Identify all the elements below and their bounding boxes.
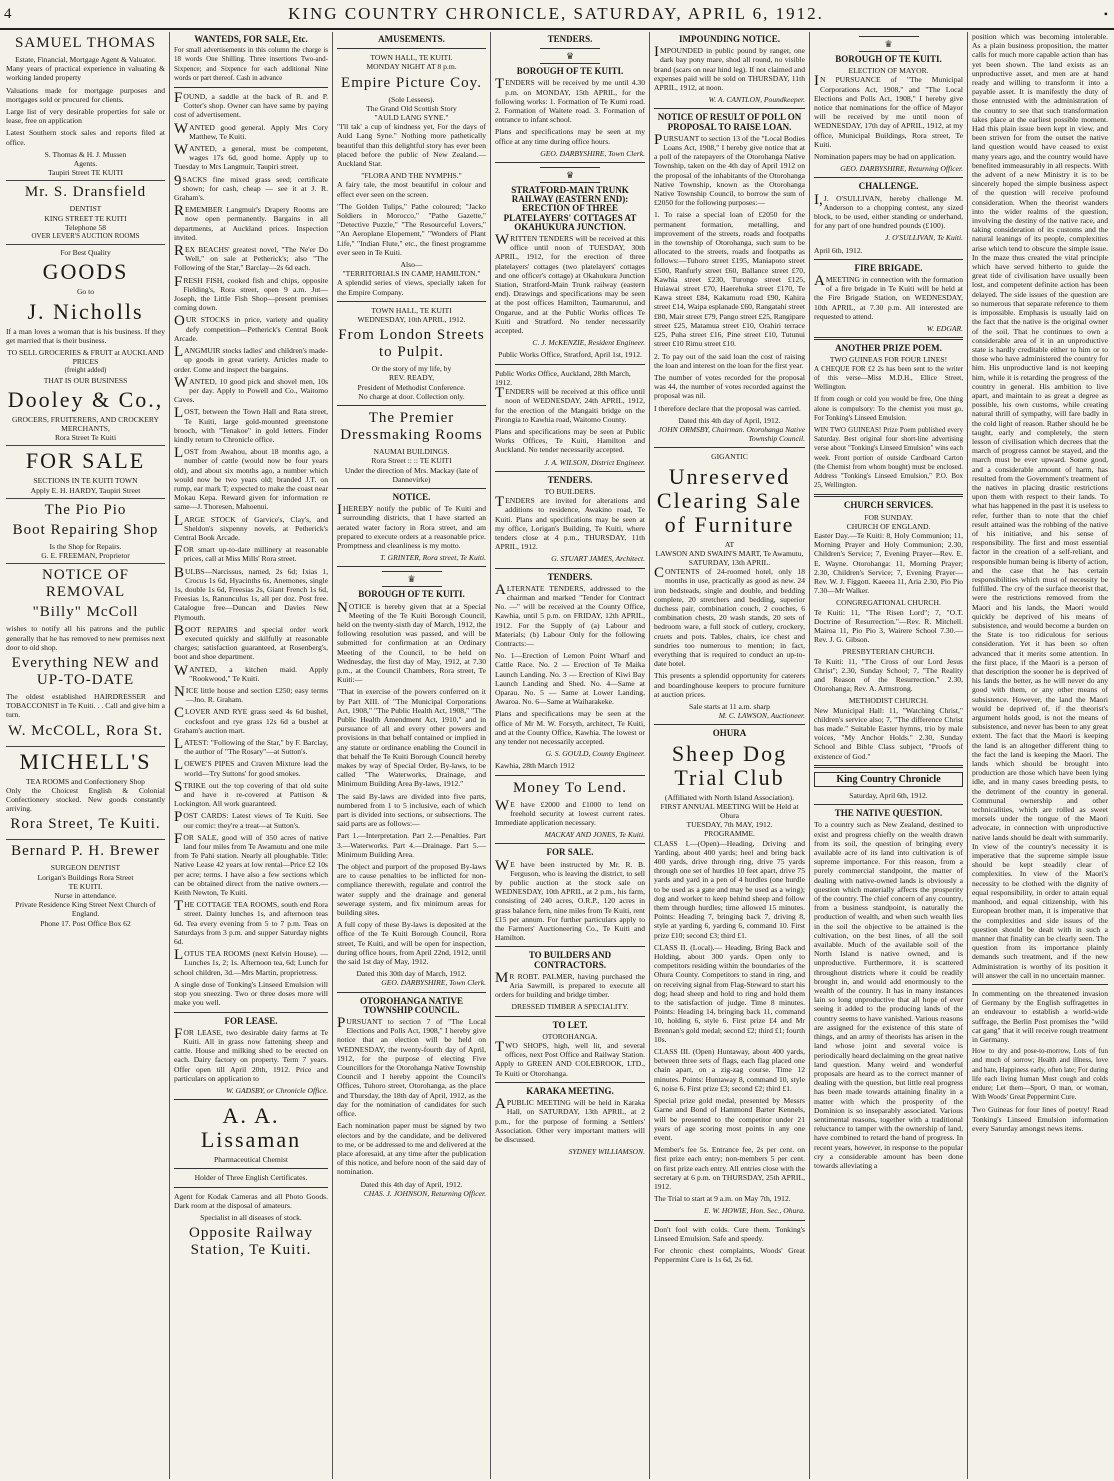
- ad-town: TE KUITI.: [68, 881, 103, 891]
- divider: [174, 1187, 328, 1188]
- ad-subtitle: Boot Repairing Shop: [12, 521, 159, 538]
- sale-text: WE have been instructed by Mr. R. B. Ferguson, who is leaving the district, to sell by public auction at the stock sale on WEDNESDAY, 10th APRIL, at 2 p.m., his farm, consisting of 240 acres, O.R.P., 120 acres in grass balance fern, nine miles from Te Kuiti, rent £15 per annum. For further particulars apply to the Farmers' Auctioneering Co., Te Kuiti and Hamilton.: [495, 857, 645, 943]
- ad-headline: NOTICE OF REMOVAL: [42, 567, 129, 601]
- otorohanga-heading: OTOROHANGA NATIVE TOWNSHIP COUNCIL.: [360, 995, 463, 1015]
- ad-text: (freight added): [64, 366, 107, 375]
- venue-title: TOWN HALL, TE KUITI.: [370, 53, 453, 63]
- trial-class: CLASS II. (Local).— Heading, Bring Back and Holding, about 300 yards. Open only to competitors residing within the boundaries of the Ohura County. Competitors to stand in ring, and on receiving signal from Flag-Steward to start his dog; head sheep and hold to ring and hold them to the satisfaction of judge. Time 8 minutes. Points: Heading 14, bringing back 11, command 10, holding 6, style 6. First prize £4 and Mr Brennan's gold medal; second £2; third £1; fourth 10s.: [654, 942, 805, 1044]
- ad-text: Is the Shop for Repairs.: [49, 541, 122, 551]
- divider: [495, 568, 645, 569]
- column-5: [650, 32, 810, 1479]
- divider: [654, 108, 805, 109]
- editorial-heading: THE NATIVE QUESTION.: [834, 808, 943, 819]
- ad-address: Lorigan's Buildings Rora Street: [37, 872, 134, 882]
- ad-text: Nurse in attendance.: [54, 890, 117, 900]
- masthead-right: •: [1103, 6, 1108, 21]
- church-name: CONGREGATIONAL CHURCH.: [836, 598, 941, 608]
- classified-intro: For small advertisements in this column the charge is 18 words One Shilling. Three insertions Two-and-Sixpence; and Sixpence for each additional Nine words or part thereof. Cash in advance: [174, 46, 328, 82]
- divider: [337, 48, 486, 49]
- classified-ad: WANTED, 10 good pick and shovel men, 10s per day. Apply to Powell and Co., Waitomo Caves.: [174, 374, 328, 405]
- nicholls-ad: [6, 248, 165, 446]
- sale-at: AT: [724, 539, 735, 549]
- ad-subtitle: GROCERS, FRUITERERS, AND CROCKERY MERCHANTS,: [11, 414, 160, 434]
- divider: [654, 447, 805, 448]
- company-name: Empire Picture Coy.: [341, 74, 482, 91]
- trial-place: OHURA: [712, 728, 747, 739]
- impound-heading: IMPOUNDING NOTICE.: [678, 34, 780, 44]
- trial-text: Special prize gold medal, presented by Messrs Garne and Bond of Hammond Barter Kennels, will be presented to the competitor under 21 years of age scoring most points in any one event.: [654, 1096, 805, 1142]
- lease-signature: W. GADSBY, or Chronicle Office.: [226, 1085, 328, 1095]
- lecture-title: From London Streets to Pulpit.: [338, 327, 485, 361]
- lecture-text: No charge at door. Collection only.: [358, 391, 465, 401]
- church-text: Te Kuiti: 11, "The Cross of our Lord Jesus Christ"; 2.30, Sunday School; 7, "The Reality and Reason of the Resurrection." 2.30, Otorohanga; Rev. A. Armstrong.: [814, 656, 963, 694]
- ad-phone: Phone 17. Post Office Box 62: [40, 918, 131, 928]
- feature-title: "TERRITORIALS IN CAMP, HAMILTON.": [342, 269, 481, 279]
- sale-start: Sale starts at 11 a.m. sharp: [689, 701, 770, 711]
- ad-agents-label: Agents.: [73, 159, 98, 169]
- classified-ad: A single dose of Tonking's Linseed Emulsion will stop you sneezing. Two or three doses more will make you well.: [174, 979, 328, 1008]
- impound-signature: W. A. CANTLON, Poundkeeper.: [708, 95, 805, 105]
- sale-heading: FOR SALE.: [546, 847, 594, 858]
- ad-role: SURGEON DENTIST: [50, 863, 121, 873]
- brewer-ad: [6, 843, 165, 927]
- divider: [654, 1220, 805, 1221]
- classified-ad: REMEMBER Langmuir's Drapery Rooms are now open permanently. Bargains in all departments, at Auckland prices. Inspection invited.: [174, 203, 328, 242]
- trial-title: Sheep Dog Trial Club: [671, 740, 788, 790]
- ad-phone: Telephone 58: [64, 222, 106, 232]
- column-6: [810, 32, 968, 1479]
- poem-sub: TWO GUINEAS FOR FOUR LINES!: [829, 355, 948, 365]
- venue-title: TOWN HALL, TE KUITI: [371, 305, 452, 315]
- poll-text: 2. To pay out of the said loan the cost of raising the loan and interest on the loan for the first year.: [654, 351, 805, 370]
- classified-ad: FRESH FISH, cooked fish and chips, opposite Fielding's, Rora street, open 9 a.m. Jut—Joseph, the Little Fish Shop—present premises coming down.: [174, 273, 328, 313]
- columns: [2, 32, 1112, 1479]
- tender-text: WRITTEN TENDERS will be received at this office until noon of TUESDAY, 30th APRIL, 1912, for the erection of three platelayers' cottages (two platelayers' cottages and one officer's cottage) at Okahukura Junction Station, Stratford-Main Trunk railway (eastern end). Drawings and specifications may be seen at the post offices Hamilton, Taumarunui, and Ongarue, and at the Public Works offices Te Kuiti and Stratford. No tender necessarily accepted.: [495, 232, 645, 336]
- borough-text: "That in exercise of the powers conferred on it by Part XIII. of "The Municipal Corporations Act, 1908," "The Public Health Act, 1908," "The Public Health Amendment Act, 1910," and in pursuance of all and every other powers and provisions in that behalf contained or implied in any statute or ordinance enabling the Council in that behalf the Te Kuiti Borough Council hereby makes by way of Special Order, By-laws, to be called "The Waterworks, Drainage, and Minimum Building Area By-laws, 1912.": [337, 687, 486, 789]
- meeting-signature: SYDNEY WILLIAMSON.: [568, 1147, 645, 1157]
- dressmaking-text: Under the direction of Mrs. Mackay (late of Dannevirke): [344, 465, 479, 484]
- classified-ad: OUR STOCKS in price, variety and quality defy competition—Petherick's Central Book Arcade.: [174, 313, 328, 343]
- tender-heading: STRATFORD-MAIN TRUNK RAILWAY (EASTERN END): ERECTION OF THREE PLATELAYERS' COTTAGES AT OKAHUKURA JUNCTION.: [503, 185, 637, 232]
- builders-text: MR ROBT. PALMER, having purchased the Aria Sawmill, is prepared to execute all orders for building and bridge timber.: [495, 969, 645, 1000]
- editorial-text: To a country such as New Zealand, destined to exist and progress chiefly on the wealth drawn from its soil, the question of bringing every available acre of its land into cultivation is of supreme importance. For this reason, from a purely commercial standpoint, the matter of dealing with native-owned lands is obviously a question which materially affects the prosperity of the country. The chief concern of any country, from a business standpoint, is naturally the production of wealth, and when such wealth lies in the soil the objective to be attained is the cultivation, on the best lines, of all the soil available. Much of the available soil of the North Island is native owned, and is unproductive. Furthermore, it is scattered throughout districts where it could be readily brought in, and would add enormously to the wealth of the country. It has in many instances lain so long unproductive that all hope of ever seeing it added to the producing lands of the country seems to have vanished. Various reasons are assigned for the existence of this state of things, and an army of theorists has arisen in the land whose joint and several voice is periodically heard declaiming on the great native land question. Many weird and wonderful proposals are heard as to the correct manner of dealing with the question, but little real progress has been made towards attaining finality in a matter with which the prosperity of the Dominion is so inseparably associated. Various sentimental reasons, together with a traditional reluctance to tamper with the ownership of land, have combined to retard the hand of progress. In recent years, however, in response to the popular cry a considerable amount has been done towards alleviating a: [814, 820, 963, 1170]
- notice-heading: NOTICE.: [392, 491, 431, 502]
- ad-name: Bernard P. H. Brewer: [11, 843, 160, 860]
- feature-also: Also—: [400, 260, 423, 270]
- dressmaking-text: NAUMAI BUILDINGS.: [373, 447, 450, 457]
- trial-class: CLASS III. (Open) Huntaway, about 400 yards, between three sets of flags, each flag placed one chain apart, on a zig-zag course. Time 12 minutes. Points: Huntaway 8, command 10, style 6, noise 6. First prize £3; second £2; third £1.: [654, 1047, 805, 1093]
- dransfield-ad: [6, 184, 165, 245]
- divider: [174, 1099, 328, 1100]
- divider: [814, 765, 963, 768]
- fire-text: AMEETING in connection with the formation of a fire brigade in Te Kuiti will be held at the Fire Brigade Station, on WEDNESDAY, 10th APRIL, at 7.30 p.m. All interested are requested to attend.: [814, 273, 963, 321]
- church-heading: CHURCH SERVICES.: [843, 500, 934, 511]
- borough-heading: BOROUGH OF TE KUITI.: [516, 66, 624, 77]
- classified-ad: BOOT REPAIRS and special order work executed quickly and skilfully at reasonable charges; satisfaction guaranteed, at Rosenberg's, boot and shoe department.: [174, 622, 328, 662]
- church-name: PRESBYTERIAN CHURCH.: [842, 647, 935, 657]
- divider: [337, 488, 486, 489]
- divider: [814, 337, 963, 340]
- sale-date: SATURDAY, 13th APRIL.: [688, 557, 771, 567]
- ad-headline: Everything NEW and UP-TO-DATE: [11, 654, 160, 688]
- news-item: Two Guineas for four lines of poetry! Read Tonking's Linseed Emulsion information every Saturday amongst news items.: [972, 1105, 1108, 1133]
- borough-text: The object and purport of the proposed By-laws are to cause penalties to be inflicted for non-compliance therewith, regulate and control the water supply and the drainage and general sewerage system, and fix minimum areas for building sites.: [337, 862, 486, 918]
- divider: [972, 984, 1108, 985]
- ad-text: Many years of practical experience in valuating & working landed property: [6, 64, 165, 83]
- tender-text: TENDERS will be received by me until 4.30 p.m. on MONDAY, 15th APRIL, for the following works: 1. Formation of Te Kumi road. 2. Formation of Waitete road. 3. Formation of entrance to infant school.: [495, 76, 645, 125]
- challenge-date: April 6th, 1912.: [814, 245, 863, 255]
- page-number: 4: [4, 5, 12, 22]
- ad-text: Go to: [76, 287, 95, 297]
- ad-name: "Billy" McColl: [32, 604, 139, 621]
- fire-heading: FIRE BRIGADE.: [854, 262, 923, 273]
- trial-signature: E. W. HOWIE, Hon. Sec., Ohura.: [704, 1206, 805, 1216]
- classified-ad: THE COTTAGE TEA ROOMS, south end Rora street. Dainty lunches 1s, and afternoon teas 6d. Tea every evening from 5 to 7 p.m. Teas on Saturdays from 3 p.m. and supper Saturday nights 6d.: [174, 898, 328, 947]
- otorohanga-text: Each nomination paper must be signed by two electors and by the candidate, and be delivered to me, or be addressed to me and delivered at the place aforesaid, at any time after the publication of this notice, and before noon of the said day of nomination.: [337, 1121, 486, 1177]
- trial-sub: (Affiliated with North Island Association).: [664, 792, 795, 802]
- ad-name: SAMUEL THOMAS: [15, 35, 156, 51]
- divider: [337, 992, 486, 993]
- feature-text: "I'll tak' a cup of kindness yet, For the days of Auld Lang Syne." Nothing more pathetically beautiful than this delightful story has ever been placed before the public of New Zealand.—Auckland Star.: [337, 122, 486, 169]
- dressmaking-text: Rora Street :: :: TE KUITI: [371, 456, 452, 466]
- divider: [495, 946, 645, 947]
- ad-text: The oldest established HAIRDRESSER and TOBACCONIST in Te Kuiti. . . Call and give him a turn.: [6, 691, 165, 720]
- poem-heading: ANOTHER PRIZE POEM.: [835, 343, 942, 354]
- divider: [495, 1082, 645, 1083]
- ad-address: Taupiri Street TE KUITI: [47, 168, 124, 178]
- feature-intro: The Grand Old Scottish Story: [366, 103, 457, 113]
- feature-text: A splendid series of views, specially taken for the Empire Company.: [337, 278, 486, 297]
- samuel-thomas-ad: [6, 35, 165, 181]
- crest-icon: ♛: [859, 36, 919, 52]
- borough-text: The said By-laws are divided into five parts, numbered from 1 to 5 inclusive, each of which part is divided into sections, or subsections. The said parts are as follows:—: [337, 791, 486, 829]
- trial-class: CLASS I.—(Open)—Heading, Driving and Yarding, about 400 yards; heel and bring back 400 yards, drive through ring, drive 75 yards through one set of hurdles 10 feet apart, drive 75 yards and yard in a pen of 4 hurdles (one hurdle to be used as a gate and may be used as a wing); dog and worker to keep behind sheep and follow them through hurdles; time allowed 15 minutes. Points: Heading 7, bringing back 7, driving 8, style at yarding 6, yarding 6, command 10. First prize £10; second £3; third £1.: [654, 838, 805, 940]
- feature-text: A fairy tale, the most beautiful in colour and effect ever seen on the screen.: [337, 180, 486, 199]
- ad-address: KING STREET TE KUITI: [44, 213, 127, 223]
- tender-signature: G. S. GOULD, County Engineer.: [545, 749, 645, 759]
- classified-ad: LOTUS TEA ROOMS (next Kelvin House). —Lunches 1s, 2; 1s. Afternoon tea, 6d; Lunch for school children, 3d.—Mrs Martin, proprietress.: [174, 947, 328, 977]
- election-signature: GEO. DARBYSHIRE, Returning Officer.: [840, 164, 963, 174]
- ad-text: G. E. FREEMAN, Proprietor: [41, 551, 130, 561]
- borough-signature: GEO. DARBYSHIRE, Town Clerk.: [381, 978, 486, 988]
- money-text: WE have £2000 and £1000 to lend on freehold security at lowest current rates. Immediate application necessary.: [495, 797, 645, 828]
- tender-date: Kawhia, 28th March 1912: [495, 761, 575, 771]
- let-town: OTOROHANGA.: [542, 1031, 598, 1041]
- ad-subtitle: TEA ROOMS and Confectionery Shop: [26, 776, 145, 786]
- divider: [495, 162, 645, 163]
- masthead-title: KING COUNTRY CHRONICLE, SATURDAY, APRIL 6, 1912.: [288, 4, 824, 23]
- classified-ad: POST CARDS: Latest views of Te Kuiti. See our comic: they're a treat—at Sutton's.: [174, 809, 328, 830]
- lissaman-name: A. A. Lissaman: [200, 1103, 302, 1153]
- poll-text: The number of votes recorded for the proposal was 44, the number of votes recorded against the proposal was nil.: [654, 372, 805, 401]
- lease-text: FOR LEASE, two desirable dairy farms at Te Kuiti. All in grass now fattening sheep and cattle. House and milking shed to be erected on each. Dairy factory on property. Term 7 years. Offer open till April 20th, 1912. Price and particulars on application to: [174, 1025, 328, 1083]
- ad-subtitle: Estate, Financial, Mortgage Agent & Valuator.: [15, 55, 156, 64]
- builders-note: DRESSED TIMBER A SPECIALITY.: [511, 1002, 629, 1012]
- michells-ad: [6, 750, 165, 841]
- lease-heading: FOR LEASE.: [224, 1015, 278, 1026]
- borough-text: NOTICE is hereby given that at a Special Meeting of the Te Kuiti Borough Council, held on the twenty-sixth day of March, 1912, the following resolution was passed, and will be submitted for confirmation at an Ordinary Meeting of the Council, to be held on Wednesday, the first day of May, 1912, at 7.30 p.m., at the Council Chambers, Rora street, Te Kuiti:—: [337, 599, 486, 685]
- divider: [174, 1168, 328, 1169]
- trial-text: Member's fee 5s. Entrance fee, 2s per cent. on first prize each entry; non-members 5 per cent. on first prize each entry. All entries close with the secretary at 6 p.m. on THURSDAY, 25th APRIL, 1912.: [654, 1145, 805, 1191]
- church-sub: FOR SUNDAY.: [864, 512, 913, 522]
- filler-ad: For chronic chest complaints, Woods' Great Peppermint Cure is 1s 6d, 2s 6d.: [654, 1245, 805, 1265]
- ad-text: Apply E. H. HARDY, Taupiri Street: [30, 485, 141, 495]
- section-heading: TENDERS.: [547, 34, 593, 44]
- borough-heading: BOROUGH OF TE KUITI.: [835, 54, 942, 64]
- divider: [814, 804, 963, 805]
- let-text: TWO SHOPS, high, well lit, and several offices, next Post Office and Railway Station. Apply to GREEN AND COLEBROOK, LTD., Te Kuiti or Otorohanga.: [495, 1039, 645, 1078]
- classified-ad: REX BEACHS' greatest novel, "The Ne'er Do Well," on sale at Petherick's; also "The Following of the Star," Barclay—2s 6d each.: [174, 243, 328, 273]
- money-title: Money To Lend.: [513, 779, 627, 796]
- filler-ad: Don't fool with colds. Cure them. Tonking's Linseed Emulsion. Safe and speedy.: [654, 1224, 805, 1243]
- feature-title: "AULD LANG SYNE.": [374, 113, 449, 123]
- divider: [337, 405, 486, 406]
- poll-text: 1. To raise a special loan of £2050 for the permanent formation, metalling, and improvement of the streets, roads and footpaths in the township of Otorohanga, such sum to be allocated to the streets, roads and footpaths as follows:—Tuhoro street £195, Maniapoto street £500, Ranfurly street £60, Ballance street £70, Kawhia street £230, Turongo street £125, Huiawai street £70, Haerehuka street £170, Te Kawa street £84, Kakamutu road £90, Kahira street £14, Waipa esplanade £60, Rangatahi street £80, Mair street £79, Pango street £25, Rangipare street £25, Matamua street £10, Orahiri terrace £25, Puha street £16, Pine street £10, Tutunui street £10 Rimu street £10.: [654, 210, 805, 349]
- tender-heading: TENDERS.: [547, 571, 593, 582]
- piopio-ad: [6, 502, 165, 564]
- trial-meeting: FIRST ANNUAL MEETING Will be Held at Ohura: [660, 801, 799, 820]
- builders-heading: TO BUILDERS AND CONTRACTORS.: [528, 950, 612, 970]
- column-7: [968, 32, 1112, 1479]
- classified-ad: WANTED good general. Apply Mrs Cory Matthew, Te Kuiti.: [174, 120, 328, 141]
- classified-ad: NICE little house and section £250; easy terms—Jno. R. Graham.: [174, 684, 328, 705]
- divider: [337, 566, 486, 567]
- classified-ad: BULBS—Narcissus, named, 2s 6d; Ixias 1, Crocus 1s 6d, Hyacinths 6s, Anemones, single 1s, double 1s 6d, Freesias 2s, Giant French 1s 6d, Freesias 1s, Ranunculus 1s, all per doz. Post free. Catalogue free—Duncan and Davies New Plymouth.: [174, 564, 328, 622]
- classified-ad: LOST, between the Town Hall and Rata street, Te Kuiti, large gold-mounted greenstone brooch, with "Tenakoe" in gold letters. Finder kindly return to Chronicle office.: [174, 405, 328, 444]
- poem-text: A CHEQUE FOR £2 2s has been sent to the writer of this verse—Miss M.D.H., Ellice Street, Wellington.: [814, 364, 963, 392]
- sale-signature: M. C. LAWSON, Auctioneer.: [718, 711, 805, 721]
- venue-date: MONDAY NIGHT AT 8 p.m.: [366, 62, 457, 72]
- classified-ad: 9SACKS fine mixed grass seed; certificate shown; for cash, cheap — see it at J. R. Graham's.: [174, 172, 328, 203]
- divider: [495, 1016, 645, 1017]
- lissaman-text: Agent for Kodak Cameras and all Photo Goods. Dark room at the disposal of amateurs.: [174, 1191, 328, 1210]
- classified-ad: LOEWE'S PIPES and Craven Mixture lead the world—Try Suttons' for good smokes.: [174, 757, 328, 778]
- money-signature: MACKAY AND JONES, Te Kuiti.: [544, 830, 645, 840]
- impound-text: IMPOUNDED in public pound by ranger, one dark bay pony mare, shod all round, no visible brand (scars on near hind leg). If not claimed and expenses paid will be sold on THURSDAY, 11th APRIL, 1912, at noon.: [654, 44, 805, 93]
- poll-signature: JOHN ORMSBY, Chairman. Otorohanga Native Township Council.: [658, 424, 805, 444]
- otorohanga-date: Dated this 4th day of April, 1912.: [360, 1179, 463, 1189]
- classified-ad: STRIKE out the top covering of that old suite and have it re-covered at Pattison & Lockington. All work guaranteed.: [174, 778, 328, 809]
- sale-title: Unreserved Clearing Sale of Furniture: [656, 463, 803, 537]
- masthead: [0, 0, 1114, 30]
- classified-ad: WANTED, a kitchen maid. Apply "Rookwood," Te Kuiti.: [174, 662, 328, 683]
- news-verse: How to dry and pose-to-morrow, Lots of fun and much of sorrow; Health and illness, love and hate, Happiness early, often late; For during life each living human Must cough and colds endure; Let them—Sport, O man, or woman, With Woods' Great Peppermint Cure.: [972, 1047, 1108, 1102]
- lecture-text: Or the story of my life, by: [371, 364, 452, 374]
- lissaman-role: Pharmaceutical Chemist: [213, 1155, 289, 1165]
- election-text: Nomination papers may be had on application.: [814, 152, 956, 162]
- tender-heading: TENDERS.: [547, 474, 593, 485]
- removal-ad: [6, 567, 165, 746]
- challenge-signature: J. O'SULLIVAN, Te Kuiti.: [885, 233, 963, 243]
- classified-ad: CLOVER AND RYE grass seed 4s 6d bushel, cocksfoot and rye grass 12s 6d a bushel at Graham's auction mart.: [174, 705, 328, 735]
- church-text: New Municipal Hall: 11, "Watching Christ," children's service also; 7, "The difference Christ has made." Suitable Easter hymns, trio by male voices, "My Anchor Holds." 2.30, Sunday School and Bible Class subject, "Proofs of existence of God.": [814, 705, 963, 761]
- divider: [174, 1012, 328, 1013]
- venue-date: WEDNESDAY, 10th APRIL, 1912.: [357, 315, 466, 325]
- for-sale-ad: [6, 449, 165, 498]
- church-text: Easter Day.—Te Kuiti: 8, Holy Communion; 11, Morning Prayer and Holy Communion; 2.30, Children's Service; 7, Evening Prayer—Rev. E. E. Wayne. Otorohanga: 11, Morning Prayer; 2.30, Children's Service; 7, Evening Prayer—Rev. W. J. Figgott. Kaeeea 11, Aria 2.30, Pio Pio 7.30—Mr Walker.: [814, 530, 963, 596]
- ad-name: Dooley & Co.,: [7, 386, 164, 412]
- trial-date: TUESDAY, 7th MAY, 1912.: [686, 820, 773, 830]
- ad-role: DENTIST: [69, 204, 102, 214]
- editorial-date: Saturday, April 6th, 1912.: [849, 791, 928, 801]
- tender-text: ALTERNATE TENDERS, addressed to the chairman and marked "Tender for Contract No. —" will be received at the County Office, Kawhia, until 5 p.m. on FRIDAY, 12th APRIL, 1912. For the Supply of (a) Labour and Materials; (b) Labour Only for the following Contracts:—: [495, 581, 645, 648]
- tender-signature: C. J. McKENZIE, Resident Engineer.: [532, 338, 645, 348]
- tender-signature: J. A. WILSON, District Engineer.: [544, 457, 645, 467]
- crest-icon: ♛: [540, 167, 600, 183]
- classified-ad: FOUND, a saddle at the back of R. and P. Cotter's shop. Owner can have same by paying cost of advertisement.: [174, 90, 328, 120]
- classified-ad: LATEST: "Following of the Star," by F. Barclay, the author of "The Rosary"—at Sutton's.: [174, 736, 328, 757]
- feature-title: "FLORA AND THE NYMPHS.": [361, 171, 462, 181]
- column-2: [170, 32, 333, 1479]
- tender-office: Public Works Office, Stratford, April 1st, 1912.: [498, 350, 642, 360]
- ad-note: OVER LEVER'S AUCTION ROOMS: [31, 232, 140, 241]
- ad-text: THAT IS OUR BUSINESS: [43, 375, 128, 385]
- editorial-text: position which was becoming intolerable. As a plain business proposition, the matter calls for much more capable action than has yet been shown. The land exists as an unproductive asset, and men are at hand ready and willing to transform it into a payable asset. It is manifestly the duty of those entrusted with the administration of the country to see that such transformation takes place at the earliest possible moment. Had this plain issue been kept in view, and been striven for from the outset the native land question would have ceased to exist many years ago, and the country would have benefited immeasurably in all respects. With the advent of a new Ministry it is to be sincerely hoped the simple business aspect of the question will receive profound consideration. When the theorist wanders into the wider realms of the question, involving the destiny of the native race, and taking consideration of its customs and the natural leanings of its people, complexities arise which tend to obscure the simple issue. In the maze thus created the vital principle which have served hitherto to guide the great tide of civilisation have usually been lost, and competent definite action has been delayed. The side issues of the question are so numerous that separate reference to them is impossible. Emphasis is usually laid on the fact that the native is the original owner of the soil. That he continues to own a considerable area of it in an unproductive state is hardly creditable either to him or to those who have administered the country for him. His unproductive land is not keeping him, while it is retarding the progress of the country in general. His ambition to live apart, and maintain to as great a degree as possible, his own customs, while creating natural thrill of sympathy, will fare badly in the cold light of reason. Rather should he be taught, early and completely, the stern lesson of civilisation which decrees that the march of progress cannot be stayed, and the march must be ever upward. Some good, and a considerable amount of harm, has resulted from the Government's treatment of the natives in placing drastic restrictions upon them with respect to their lands. To what has happened in the past it is useless to refer, further than to note that the chief result attained was the robbing of the native of his initiative, and his sense of responsibility. The first and most essential factor in the creation of a self-reliant, and responsible human being is liberty of action, and the case that he has certain responsibilities which must of necessity be fulfilled. The cry of the surface theorist that, were the restrictions removed from the Maori and his lands, the Maori would quickly be deprived of his means of subsistence, and would become a burden on the State is too ridiculous for serious consideration. Yet it has been so often advanced that it merits some attention. In the first place, if the Maori is a person of that description the sooner he is deprived of his lands the better, as he will never do any good with them, or any other means of subsistence. However, the land the Maori would be deprived of, if the theorist's argument holds good, is not the means of subsistence, and never has been to any great extent. The fact that the Maori is keeping the land is an altogether different thing to the fact the land is keeping the Maori. The lands which should be brought into production are those which have been lying idle, and in many cases breeding pests, to the detriment of the country in general. Communal ownership and other technicalities, which are rolled as sweet morsels under the tongue of the Maori advocate, in connection with unproductive native lands should be dealt with summarily. In view of the country's necessity it is imperative that the supreme simple issue should be kept steadily clear of complexities. In view of the Maori's necessity to be clothed with the dignity of equal responsibility, in order to attain equal manhood, and equal citizenship, with his European brother man, it is imperative that the complexities and side issues of the question should be dealt with in such a manner that finality can be clearly seen. The question from its importance plainly demands such treatment, and if the new Administration is worthy of its position it will answer the call in no uncertain manner.: [972, 32, 1108, 980]
- poll-heading: NOTICE OF RESULT OF POLL ON PROPOSAL TO RAISE LOAN.: [657, 112, 802, 132]
- divider: [495, 843, 645, 844]
- ad-name: MICHELL'S: [19, 748, 152, 774]
- poll-text: PURSUANT to section 13 of the "Local Bodies Loans Act, 1908," I hereby give notice that at a poll of the ratepayers of the Otorohanga Native Township, taken on the 4th day of April 1912 on the proposal of the inhabitants of the Otorohanga Native Township, known as the Otorohanga Native Township Council, to borrow the sum of £2050 for the following purposes:—: [654, 131, 805, 208]
- classified-ad: LARGE STOCK of Garvice's, Clay's, and Sheldon's sixpenny novels, at Petherick's Central Book Arcade.: [174, 512, 328, 542]
- meeting-heading: KARAKA MEETING.: [526, 1085, 614, 1096]
- section-heading: AMUSEMENTS.: [378, 34, 445, 44]
- crest-icon: ♛: [382, 571, 442, 587]
- lissaman-text: Specialist in all diseases of stock.: [200, 1212, 302, 1222]
- church-name: METHODIST CHURCH.: [848, 696, 929, 706]
- ad-address: Rora Street Te Kuiti: [54, 433, 117, 443]
- ad-agents: S. Thomas & H. J. Mussen: [44, 149, 127, 159]
- ad-headline: FOR SALE: [25, 448, 146, 474]
- borough-heading: BOROUGH OF TE KUITI.: [358, 589, 465, 600]
- ad-text: Private Residence King Street Next Church of England.: [15, 900, 156, 919]
- let-heading: TO LET.: [552, 1019, 588, 1030]
- ad-headline: GOODS: [42, 259, 129, 285]
- column-1: [2, 32, 170, 1479]
- feature-text: "The Golden Tulips," Pathe coloured; "Jacko Soldiers in Morocco," "Pathe Gazette," "Detective Puzzle," "The Resourceful Lovers," "An Aeroplane Elopement," "Wonders of Plant Life," "Indian Flute," etc., the finest programme ever seen in Te Kuiti.: [337, 201, 486, 257]
- classified-ad: FOR SALE, good will of 350 acres of native land four miles from Te Awamutu and one mile from Te Pahi station. Nearly all ploughable. Title: Native Lease 42 years at low rental—Price £2 10s per acre; terms. I have also a few sections which can be obtained direct from the native owners.—Keith Newton, Te Kuiti.: [174, 830, 328, 898]
- divider: [174, 87, 328, 88]
- tender-list: No. 1—Erection of Lemon Point Wharf and Cattle Race. No. 2 — Erection of Te Maika Launch Landing. No. 3 — Erection of Kiwi Bay Launch Landing and Shed. No. 4—Same at Oparau. No. 5 — Same at Lower Landing, Awaroa. No. 6—Same at Waiharakeke.: [495, 651, 645, 707]
- poem-verse: If from cough or cold you would be free, One thing alone is compulsory: To the chemist you must go, For Tonking's Linseed Emulsion.: [814, 395, 963, 422]
- divider: [814, 259, 963, 260]
- poll-date: Dated this 4th day of April, 1912.: [678, 415, 781, 425]
- poem-text: WIN TWO GUINEAS! Prize Poem published every Saturday. Best original four short-line advertising verse about "Tonking's Linseed Emulsion" wins each week. Front portion of outside Cardboard Carton (the Chemist from whom bought) must be enclosed. Address "Tonking's Linseed Emulsion," P.O. Box 25, Wellington.: [814, 425, 963, 490]
- sale-kicker: GIGANTIC: [711, 452, 748, 462]
- tender-text: Plans and specifications may be seen at my office at any time during office hours.: [495, 127, 645, 146]
- lissaman-text: Holder of Three English Certificates.: [194, 1173, 308, 1183]
- crest-icon: ♛: [540, 48, 600, 64]
- notice-signature: T. GRINTER, Rora street, Te Kuiti.: [380, 553, 486, 563]
- ad-name: Mr. S. Dransfield: [24, 184, 147, 201]
- ad-name: J. Nicholls: [27, 298, 144, 324]
- fire-signature: W. EDGAR.: [926, 324, 963, 334]
- sale-text: CONTENTS of 24-roomed hotel, only 18 months in use, practically as good as new. 24 iron bedsteads, single and double, and bedding complete, 20 stretchers and bedding, superior duchess pair, combination couch, 2 couches, 6 combination chests, 20 wash stands, 20 sets of bedroom ware, a full stock of cutlery, crockery, cruets and pots. Tables, chairs, ice chest and sundries too numerous to mention; in fact, everything that is required to conduct an up-to-date hotel.: [654, 565, 805, 669]
- divider: [495, 364, 645, 365]
- lecture-text: President of Methodist Conference.: [357, 382, 466, 392]
- section-heading: WANTEDS, FOR SALE, Etc.: [194, 34, 308, 44]
- ad-text: Only the Choicest English & Colonial Confectionery stocked. New goods constantly arriving.: [6, 785, 165, 814]
- tender-text: Plans and specifications may be seen at the office of Mr M. W. Forsyth, architect, Te Kuiti, and at the County Office, Kawhia. The lowest or any tender not necessarily accepted.: [495, 709, 645, 746]
- ad-name: The Pio Pio: [44, 501, 127, 518]
- trial-programme: PROGRAMME.: [704, 829, 755, 839]
- otorohanga-signature: CHAS. J. JOHNSON, Returning Officer.: [363, 1188, 486, 1198]
- ad-text: For Best Quality: [60, 248, 111, 258]
- borough-text: Part 1.—Interpretation. Part 2.—Penalties. Part 3.—Waterworks. Part 4.—Drainage. Part 5.—Minimum Building Area.: [337, 831, 486, 859]
- ad-text: Valuations made for mortgage purposes and mortgages sold or procured for clients.: [6, 85, 165, 104]
- classified-ad: LANGMUIR stocks ladies' and children's made-up goods in great variety. Articles made to order. Come and inspect the bargains.: [174, 344, 328, 374]
- election-text: IN PURSUANCE of "The Municipal Corporations Act, 1908," and "The Local Elections and Polls Act, 1908," I hereby give notice that nominations for the office of Mayor will be received by me until noon of WEDNESDAY, 17th day of APRIL, 1912, at my office, Municipal Buildings, Rora street, Te Kuiti.: [814, 73, 963, 149]
- ad-text: SECTIONS IN TE KUITI TOWN: [33, 476, 138, 486]
- divider: [495, 471, 645, 472]
- election-heading: ELECTION OF MAYOR.: [848, 66, 929, 76]
- ad-text: wishes to notify all his patrons and the public generally that he has removed to new premises next door to old shop.: [6, 624, 165, 652]
- ad-text: Large list of very desirable properties for sale or lease, free on application: [6, 107, 165, 126]
- church-text: Te Kuiti: 11, "The Risen Lord"; 7, "O.T. Doctrine of Resurrection."—Rev. R. Mitchell. Mairoa 11, Pio Pio 3, Wairere School 7.30.—Rev. J. G. Gibson.: [814, 607, 963, 645]
- trial-text: The Trial to start at 9 a.m. on May 7th, 1912.: [654, 1194, 791, 1204]
- divider: [495, 775, 645, 776]
- column-4: [491, 32, 650, 1479]
- borough-text: A full copy of these By-laws is deposited at the office of the Te Kuiti Borough Council, Rora street, Te Kuiti, and will be open for inspection, during office hours, from April 22nd, 1912, until the said 1st day of May, 1912.: [337, 920, 486, 967]
- column-3: [333, 32, 491, 1479]
- borough-date: Dated this 30th day of March, 1912.: [356, 969, 467, 979]
- challenge-heading: CHALLENGE.: [858, 181, 919, 192]
- ad-text: If a man loves a woman that is his business. If they get married that is their business.: [6, 326, 165, 345]
- classified-ad: FOR smart up-to-date millinery at reasonable prices, call at Miss Mills' Rora street.: [174, 543, 328, 564]
- news-item: In commenting on the threatened invasion of Germany by the English suffragettes in an endeavour to establish a world-wide suffrage, the Berlin Post promises the "wild cat gang" that it will receive rough treatment in Germany.: [972, 988, 1108, 1044]
- ad-text: Latest Southern stock sales and reports filed at office.: [6, 128, 165, 147]
- lecture-speaker: REV. READY,: [388, 373, 435, 383]
- ad-address: Rora Street, Te Kuiti.: [10, 816, 161, 833]
- poll-text: I therefore declare that the proposal was carried.: [654, 403, 801, 413]
- tender-office: Public Works Office, Auckland, 28th March, 1912.: [495, 368, 631, 387]
- lissaman-address: Opposite Railway Station, Te Kuiti.: [189, 1225, 313, 1259]
- classified-ad: WANTED, a general, must be competent, wages 17s 6d, good home. Apply up to Tuesday to Mrs Langmuir, Taupiri street.: [174, 142, 328, 172]
- otorohanga-text: PURSUANT to section 7 of "The Local Elections and Polls Act, 1908," I hereby give notice that an election will be held on WEDNESDAY, the twenty-fourth day of April, 1912, for the purpose of electing Five Councillors for the Otorohanga Native Township Council and I hereby appoint the Council's Offices, Tuhoro street, Otorohanga, as the place and Thursday, the 18th day of April, 1912, as the day for the nomination of candidates for such office.: [337, 1015, 486, 1119]
- divider: [337, 301, 486, 302]
- ad-text: TO SELL GROCERIES & FRUIT at AUCKLAND PRICES: [7, 348, 164, 367]
- sale-venue: LAWSON AND SWAIN'S MART, Te Awamutu,: [655, 548, 804, 558]
- sale-text: This presents a splendid opportunity for caterers and boardinghouse keepers to procure furniture at auction prices.: [654, 671, 805, 699]
- divider: [654, 724, 805, 725]
- meeting-text: APUBLIC MEETING will be held in Karaka Hall, on SATURDAY, 13th APRIL, at 2 p.m., for the purpose of forming a Settlers' Association. Other very important matters will be discussed.: [495, 1096, 645, 1144]
- tender-signature: GEO. DARBYSHIRE, Town Clerk.: [540, 148, 645, 158]
- company-sub: (Sole Lessees).: [388, 94, 435, 104]
- divider: [814, 494, 963, 497]
- ad-sign: W. McCOLL, Rora St.: [7, 722, 164, 739]
- editorial-masthead: King Country Chronicle: [814, 772, 963, 787]
- tender-text: Plans and specifications may be seen at Public Works Offices, Te Kuiti, Hamilton and Auckland. No tender necessarily accepted.: [495, 426, 645, 455]
- challenge-text: I,J. O'SULLIVAN, hereby challenge M. Anderson to a chopping contest, any sized block, to be used, either standing or underhand, for any part of one hundred pounds (£100).: [814, 191, 963, 231]
- tender-text: TENDERS are invited for alterations and additions to residence, Awakino road, Te Kuiti. Plans and specifications may be seen at my office, Lorigan's Building, Te Kuiti, where tenders close at 4 p.m., THURSDAY, 11th APRIL, 1912.: [495, 494, 645, 552]
- tender-text: TENDERS will be received at this office until noon of WEDNESDAY, 24th APRIL, 1912, for the erection of the Mangaiti bridge on the Pirongia to Kawhia road, Waitomo County.: [495, 385, 645, 424]
- classified-ad: LOST from Awahou, about 18 months ago, a number of cattle (would now be four years old), and about six months ago, a number which would now be two years old; branded J.T. on rump, ear mark T; expected to make the coast near Mokau Kepa. Reward given for information re same—J. Thoresen, Mahoenui.: [174, 445, 328, 512]
- dressmaking-title: The Premier Dressmaking Rooms: [340, 410, 483, 444]
- tender-signature: G. STUART JAMES, Architect.: [551, 554, 645, 564]
- divider: [814, 177, 963, 178]
- church-name: CHURCH OF ENGLAND.: [846, 521, 931, 531]
- tender-subheading: TO BUILDERS.: [544, 486, 596, 496]
- notice-text: IHEREBY notify the public of Te Kuiti and surrounding districts, that I have started an aerated water factory in Rora street, and am prepared to execute orders at a reasonable price. Promptness and cleanliness is my motto.: [337, 502, 486, 550]
